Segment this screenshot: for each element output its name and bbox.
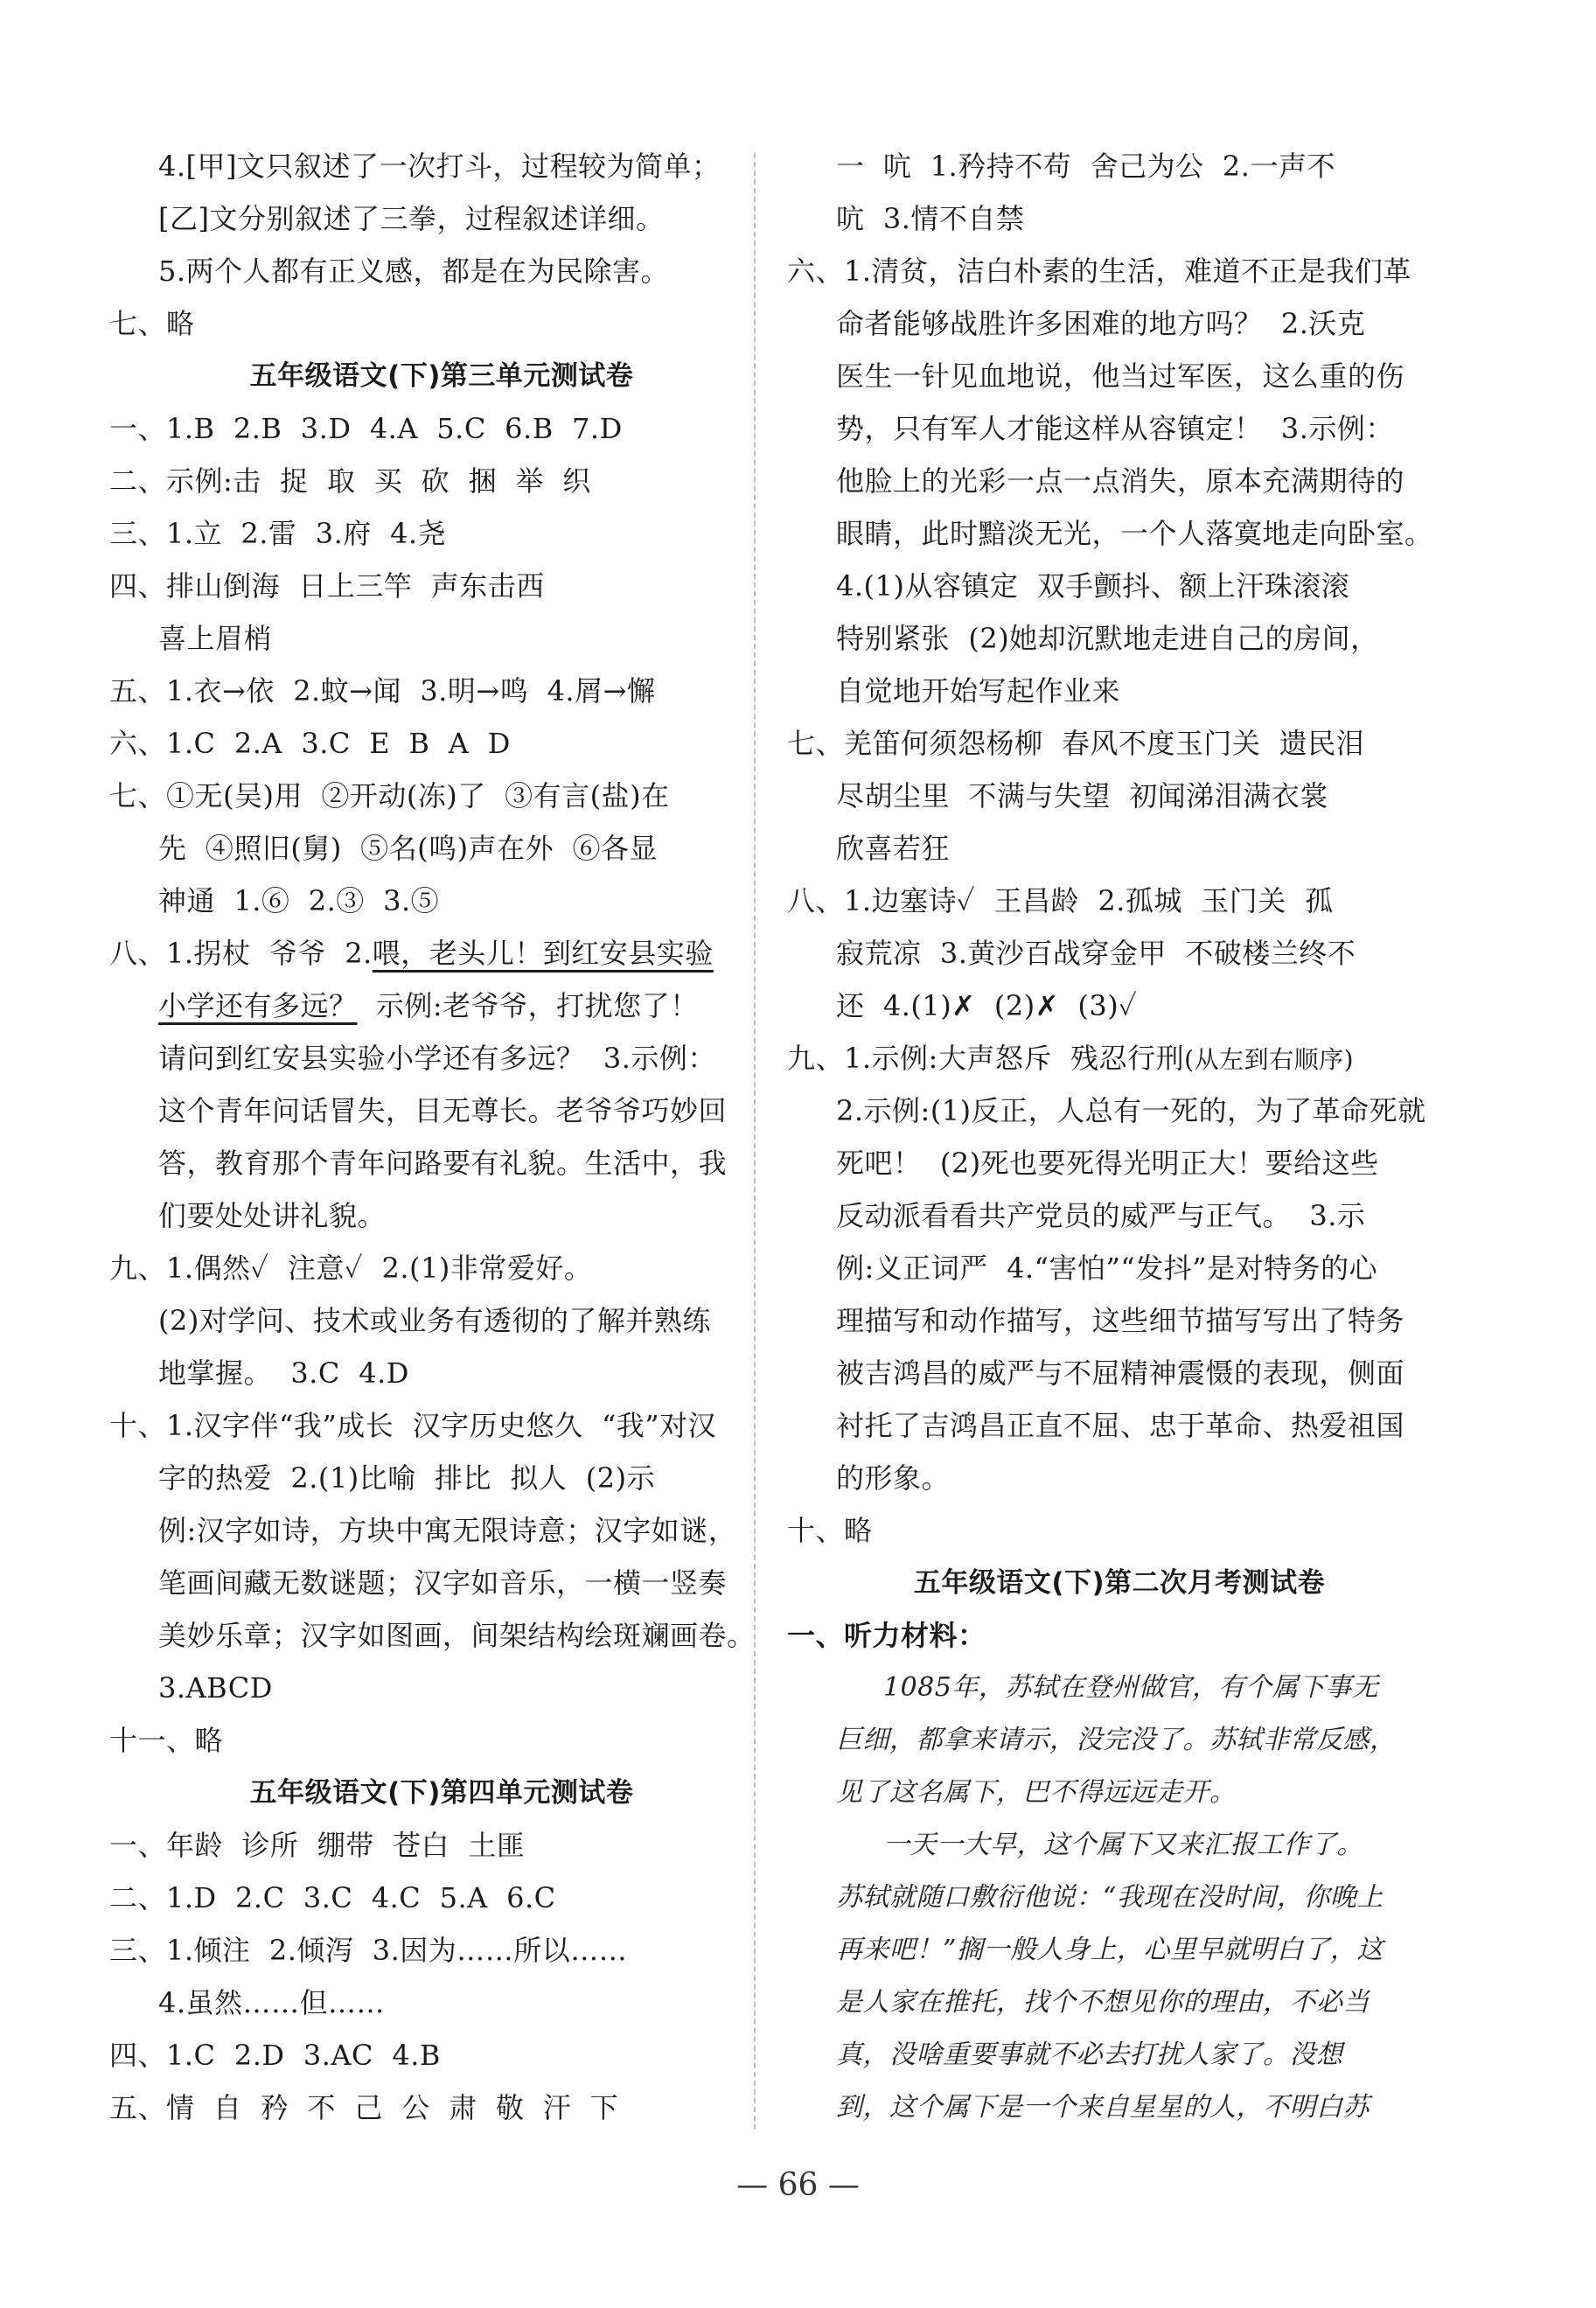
answer-line: 十、略 — [787, 1514, 873, 1547]
answer-line: 地掌握。 3.C 4.D — [158, 1356, 409, 1390]
listening-text: 真，没啥重要事就不必去打扰人家了。没想 — [836, 2040, 1343, 2070]
answer-line: 笔画间藏无数谜题；汉字如音乐，一横一竖奏 — [158, 1566, 728, 1600]
answer-line: 七、羌笛何须怨杨柳 春风不度玉门关 遗民泪 — [787, 727, 1365, 760]
answer-line: 尽胡尘里 不满与失望 初闻涕泪满衣裳 — [836, 779, 1328, 812]
answer-line: 势，只有军人才能这样从容镇定！ 3.示例： — [836, 412, 1394, 445]
answer-line: 例:义正词严 4.“害怕”“发抖”是对特务的心 — [836, 1252, 1378, 1285]
answer-line — [109, 927, 774, 980]
section-title-monthly-test: 五年级语文(下)第二次月考测试卷 — [913, 1567, 1326, 1599]
answer-line: 命者能够战胜许多困难的地方吗？ 2.沃克 — [836, 307, 1366, 340]
answer-line: 三、1.立 2.雷 3.府 4.尧 — [109, 517, 447, 550]
answer-line: 十一、略 — [109, 1724, 224, 1757]
answer-line: 们要处处讲礼貌。 — [158, 1199, 387, 1232]
answer-line — [787, 1032, 1452, 1084]
answer-line: 美妙乐章；汉字如图画，间架结构绘斑斓画卷。 — [158, 1619, 756, 1652]
answer-line — [109, 980, 774, 1032]
answer-line: 他脸上的光彩一点一点消失，原本充满期待的 — [836, 464, 1405, 498]
order-note: (从左到右顺序) — [1184, 1045, 1355, 1074]
answer-line: 六、1.C 2.A 3.C E B A D — [109, 727, 511, 760]
answer-line: 3.ABCD — [158, 1671, 273, 1705]
answer-line: 一、1.B 2.B 3.D 4.A 5.C 6.B 7.D — [109, 412, 623, 445]
answer-line: 七、略 — [109, 307, 195, 340]
listening-text: 1085年，苏轼在登州做官，有个属下事无 — [883, 1672, 1379, 1703]
underlined-quote: 小学还有多远？ — [158, 989, 358, 1022]
answer-line: 先 ④照旧(舅) ⑤名(鸣)声在外 ⑥各显 — [158, 832, 658, 865]
answer-line: 5.两个人都有正义感，都是在为民除害。 — [158, 255, 670, 288]
answer-line: 衬托了吉鸿昌正直不屈、忠于革命、热爱祖国 — [836, 1409, 1405, 1442]
underlined-quote: 喂，老头儿！到红安县实验 — [372, 937, 714, 970]
answer-line: 4.(1)从容镇定 双手颤抖、额上汗珠滚滚 — [836, 569, 1350, 603]
answer-line: 的形象。 — [836, 1461, 951, 1495]
answer-line: 神通 1.⑥ 2.③ 3.⑤ — [158, 884, 440, 917]
answer-line: 死吧！ (2)死也要死得光明正大！要给这些 — [836, 1147, 1379, 1180]
answer-line: 例:汉字如诗，方块中寓无限诗意；汉字如谜， — [158, 1514, 737, 1547]
listening-text: 再来吧！”搁一般人身上，心里早就明白了，这 — [836, 1935, 1383, 1965]
answer-line: 七、①无(吴)用 ②开动(冻)了 ③有言(盐)在 — [109, 779, 670, 812]
answer-line: [乙]文分别叙述了三拳，过程叙述详细。 — [158, 202, 665, 235]
answer-line: 4.[甲]文只叙述了一次打斗，过程较为简单； — [158, 150, 721, 183]
answer-line: 五、情 自 矜 不 己 公 肃 敬 汗 下 — [109, 2091, 619, 2124]
answer-line: 二、1.D 2.C 3.C 4.C 5.A 6.C — [109, 1881, 556, 1914]
answer-line: 字的热爱 2.(1)比喻 排比 拟人 (2)示 — [158, 1461, 656, 1495]
answer-line: 还 4.(1)✗ (2)✗ (3)✓ — [836, 989, 1138, 1022]
answer-line: 喜上眉梢 — [158, 622, 273, 655]
answer-line: 吭 3.情不自禁 — [836, 202, 1025, 235]
left-column — [109, 140, 774, 2134]
answer-line: 特别紧张 (2)她却沉默地走进自己的房间， — [836, 622, 1379, 655]
answer-line: 十、1.汉字伴“我”成长 汉字历史悠久 “我”对汉 — [109, 1409, 717, 1442]
listening-heading: 一、听力材料： — [787, 1619, 986, 1652]
answer-line: 一、年龄 诊所 绷带 苍白 土匪 — [109, 1829, 526, 1862]
answer-line: 一 吭 1.矜持不苟 舍己为公 2.一声不 — [836, 150, 1335, 183]
right-column — [787, 140, 1452, 2134]
listening-text: 见了这名属下，巴不得远远走开。 — [836, 1777, 1237, 1808]
answer-line: 2.示例:(1)反正，人总有一死的，为了革命死就 — [836, 1094, 1426, 1127]
answer-line: 六、1.清贫，洁白朴素的生活，难道不正是我们革 — [787, 255, 1412, 288]
listening-text: 苏轼就随口敷衍他说：“我现在没时间，你晚上 — [836, 1882, 1383, 1913]
answer-line: 这个青年问话冒失，目无尊长。老爷爷巧妙回 — [158, 1094, 728, 1127]
answer-line: 四、1.C 2.D 3.AC 4.B — [109, 2039, 441, 2072]
answer-text: 九、1.示例:大声怒斥 残忍行刑 — [787, 1042, 1185, 1075]
section-title-unit3: 五年级语文(下)第三单元测试卷 — [249, 360, 634, 392]
listening-text: 到，这个属下是一个来自星星的人，不明白苏 — [836, 2092, 1369, 2123]
answer-line: 三、1.倾注 2.倾泻 3.因为……所以…… — [109, 1934, 628, 1967]
answer-line: 被吉鸿昌的威严与不屈精神震慑的表现，侧面 — [836, 1356, 1405, 1390]
answer-line: 反动派看看共产党员的威严与正气。 3.示 — [836, 1199, 1366, 1232]
answer-line: 医生一针见血地说，他当过军医，这么重的伤 — [836, 359, 1405, 393]
answer-line: 欣喜若狂 — [836, 832, 951, 865]
answer-line: 自觉地开始写起作业来 — [836, 674, 1121, 708]
answer-line: 五、1.衣→依 2.蚊→闻 3.明→鸣 4.屑→懈 — [109, 674, 656, 708]
listening-text: 是人家在推托，找个不想见你的理由，不必当 — [836, 1987, 1369, 2018]
answer-text: 八、1.拐杖 爷爷 2. — [109, 937, 373, 970]
page-number: — 66 — — [736, 2167, 860, 2203]
listening-text: 巨细，都拿来请示，没完没了。苏轼非常反感， — [836, 1725, 1397, 1755]
answer-line: 四、排山倒海 日上三竿 声东击西 — [109, 569, 545, 603]
listening-text: 一天一大早，这个属下又来汇报工作了。 — [883, 1830, 1363, 1860]
answer-line: 九、1.偶然✓ 注意✓ 2.(1)非常爱好。 — [109, 1252, 593, 1285]
answer-text: 示例:老爷爷，打扰您了！ — [357, 989, 699, 1022]
section-title-unit4: 五年级语文(下)第四单元测试卷 — [249, 1777, 634, 1809]
answer-line: 寂荒凉 3.黄沙百战穿金甲 不破楼兰终不 — [836, 937, 1356, 970]
answer-line: 答，教育那个青年问路要有礼貌。生活中，我 — [158, 1147, 728, 1180]
answer-line: 理描写和动作描写，这些细节描写写出了特务 — [836, 1304, 1405, 1337]
answer-line: (2)对学问、技术或业务有透彻的了解并熟练 — [158, 1304, 711, 1337]
answer-line: 二、示例:击 捉 取 买 砍 捆 举 织 — [109, 464, 591, 498]
answer-line: 请问到红安县实验小学还有多远？ 3.示例： — [158, 1042, 716, 1075]
answer-line: 眼睛，此时黯淡无光，一个人落寞地走向卧室。 — [836, 517, 1433, 550]
answer-line: 八、1.边塞诗✓ 王昌龄 2.孤城 玉门关 孤 — [787, 884, 1334, 917]
answer-line: 4.虽然……但…… — [158, 1986, 386, 2019]
